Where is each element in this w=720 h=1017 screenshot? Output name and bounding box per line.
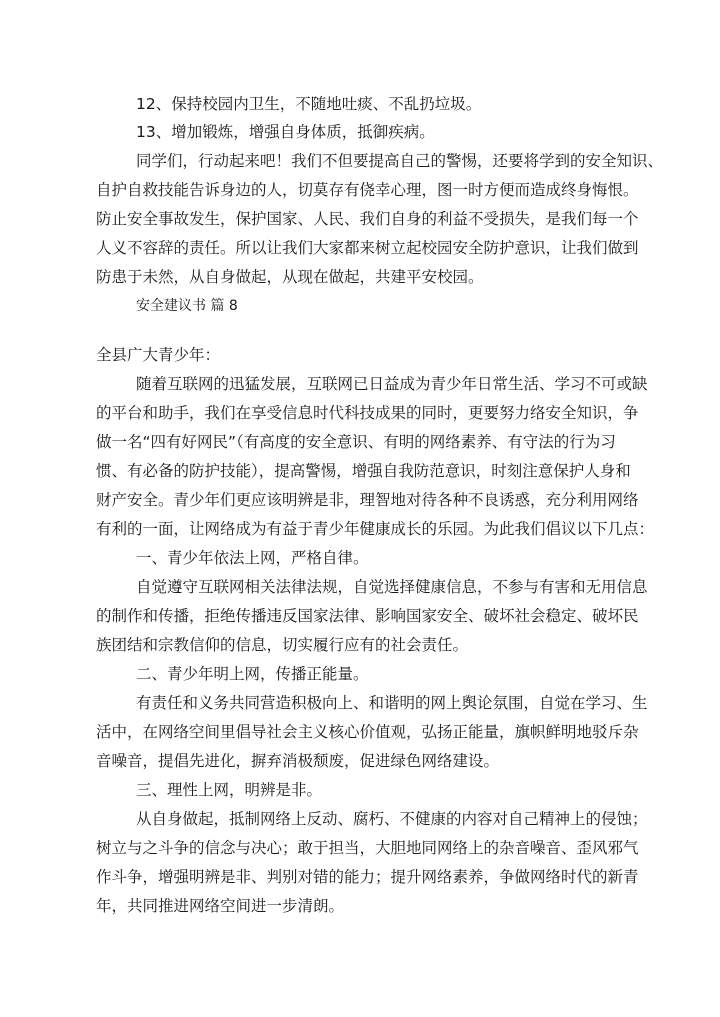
closing-paragraph-line: 人义不容辞的责任。所以让我们大家都来树立起校园安全防护意识，让我们做到 <box>96 239 639 257</box>
point-body-line: 族团结和宗教信仰的信息，切实履行应有的社会责任。 <box>96 636 469 654</box>
point-body-line: 从自身做起，抵制网络上反动、腐朽、不健康的内容对自己精神上的侵蚀； <box>136 810 648 828</box>
closing-paragraph-line: 防患于未然，从自身做起，从现在做起，共建平安校园。 <box>96 268 484 286</box>
point-body-line: 作斗争，增强明辨是非、判别对错的能力；提升网络素养，争做网络时代的新青 <box>96 868 639 886</box>
closing-paragraph-line: 同学们，行动起来吧！我们不但要提高自己的警惕，还要将学到的安全知识、 <box>136 152 664 170</box>
intro-paragraph-line: 有利的一面，让网络成为有益于青少年健康成长的乐园。为此我们倡议以下几点： <box>96 520 655 538</box>
point-heading: 三、理性上网，明辨是非。 <box>136 781 323 799</box>
salutation: 全县广大青少年： <box>96 346 221 364</box>
intro-paragraph-line: 做一名“四有好网民”（有高度的安全意识、有明的网络素养、有守法的行为习 <box>96 433 616 451</box>
intro-paragraph-line: 的平台和助手，我们在享受信息时代科技成果的同时，更要努力络安全知识，争 <box>96 404 639 422</box>
section-title: 安全建议书 篇 8 <box>136 298 238 314</box>
point-heading: 二、青少年明上网，传播正能量。 <box>136 665 369 683</box>
point-body-line: 年，共同推进网络空间进一步清朗。 <box>96 897 345 915</box>
point-body-line: 音噪音，提倡先进化，摒弃消极颓废，促进绿色网络建设。 <box>96 752 500 770</box>
point-body-line: 的制作和传播，拒绝传播违反国家法律、影响国家安全、破坏社会稳定、破坏民 <box>96 607 639 625</box>
intro-paragraph-line: 惯、有必备的防护技能），提高警惕，增强自我防范意识，时刻注意保护人身和 <box>96 462 631 480</box>
point-body-line: 自觉遵守互联网相关法律法规，自觉选择健康信息，不参与有害和无用信息 <box>136 578 648 596</box>
point-body-line: 有责任和义务共同营造积极向上、和谐明的网上舆论氛围，自觉在学习、生 <box>136 694 648 712</box>
intro-paragraph-line: 财产安全。青少年们更应该明辨是非，理智地对待各种不良诱惑，充分利用网络 <box>96 491 639 509</box>
intro-paragraph-line: 随着互联网的迅猛发展，互联网已日益成为青少年日常生活、学习不可或缺 <box>136 375 648 393</box>
closing-paragraph-line: 防止安全事故发生，保护国家、人民、我们自身的利益不受损失，是我们每一个 <box>96 210 639 228</box>
point-body-line: 活中，在网络空间里倡导社会主义核心价值观，弘扬正能量，旗帜鲜明地驳斥杂 <box>96 723 639 741</box>
closing-paragraph-line: 自护自救技能告诉身边的人，切莫存有侥幸心理，图一时方便而造成终身悔恨。 <box>96 181 639 199</box>
list-item-12: 12、保持校园内卫生，不随地吐痰、不乱扔垃圾。 <box>136 95 482 113</box>
point-body-line: 树立与之斗争的信念与决心；敢于担当，大胆地同网络上的杂音噪音、歪风邪气 <box>96 839 639 857</box>
point-heading: 一、青少年依法上网，严格自律。 <box>136 549 369 567</box>
list-item-13: 13、增加锻炼，增强自身体质，抵御疾病。 <box>136 123 435 141</box>
